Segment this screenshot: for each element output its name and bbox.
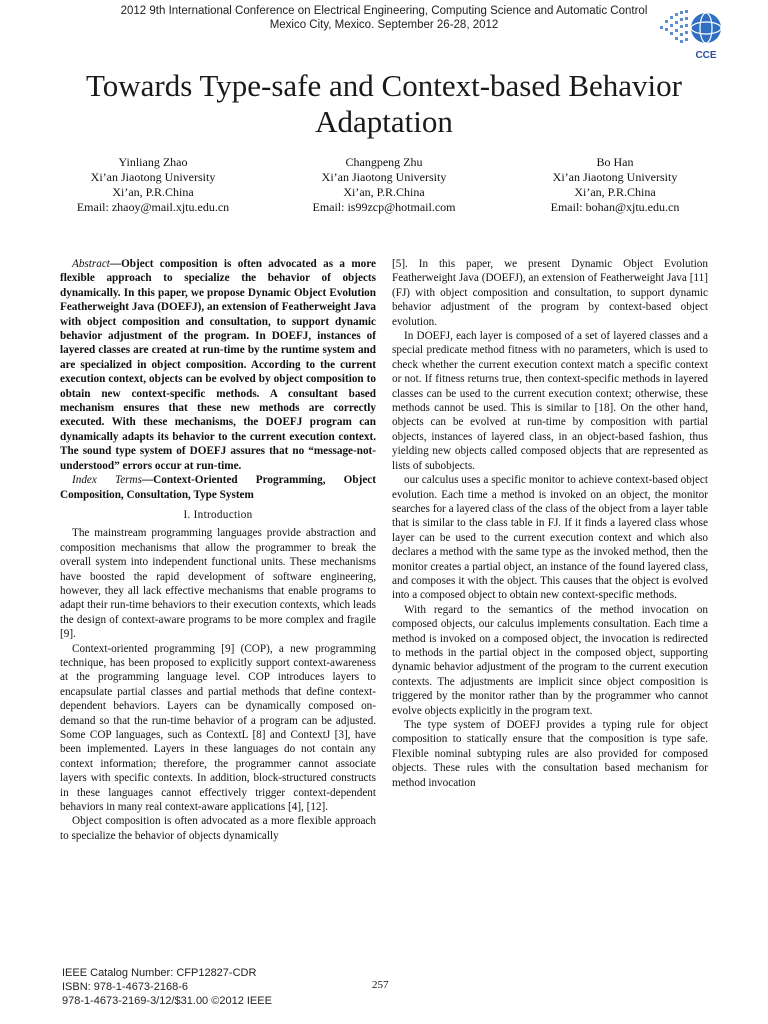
author-3: [502, 155, 728, 215]
conference-line-1: 2012 9th International Conference on Electrical Engineering, Computing Science and Automatic Control: [120, 5, 648, 17]
author-block: [40, 155, 728, 215]
author-email: Email: bohan@xjtu.edu.cn: [550, 200, 680, 214]
left-column: [60, 257, 376, 843]
footer-copyright: 978-1-4673-2169-3/12/$31.00 ©2012 IEEE: [62, 995, 272, 1007]
right-paragraph-5: The type system of DOEFJ provides a typing rule for object composition to statically ensure that the composition is type safe. Flexible nominal subtyping rules are also provided for composed objects. These rules with the consultation based mechanism for method invocation: [392, 719, 708, 789]
abstract-text: —Object composition is often advocated as a more flexible approach to specialize the behavior of objects dynamically. In this paper, we propose Dynamic Object Evolution Featherweight Java (DOEFJ), an extension of Featherweight Java with object composition and consultation, to support dynamic behavior adjustment of the program. In DOEFJ, instances of layered classes are created at run-time by the runtime system and are specialized in object composition. According to the current execution context, objects can be evolved by object composition to obtain new context-specific methods. A consultant based mechanism ensures that these new methods are correctly executed. With these mechanisms, the DOEFJ program can dynamically adapts its behavior to the current execution context. The sound type system of DOEFJ assures that no “message-not-understood” errors occur at run-time.: [60, 258, 376, 472]
author-location: Xi’an, P.R.China: [574, 185, 656, 199]
author-name: Changpeng Zhu: [345, 155, 423, 169]
page-number: 257: [372, 979, 389, 991]
author-location: Xi’an, P.R.China: [343, 185, 425, 199]
author-name: Bo Han: [596, 155, 634, 169]
right-paragraph-2: In DOEFJ, each layer is composed of a set of layered classes and a special predicate method fitness with no parameters, which is used to check whether the current execution context match a specific context or not. If fitness returns true, then context-specific methods in layered classes can be used to the current execution context; otherwise, these methods cannot be used. This is similar to [18]. On the other hand, objects can be evolved at run-time by composition with partial objects, instances of layered class, in an object-based fashion, thus yielding new objects called composed objects that are represented as lists of subobjects.: [392, 330, 708, 472]
author-affiliation: Xi’an Jiaotong University: [321, 170, 447, 184]
right-paragraph-4: With regard to the semantics of the method invocation on composed objects, our calculus implements consultation. Each time a method is invoked on a composed object, the invocation is redirected to methods in the partial object in the composed object, supporting dynamic behavior adjustment of the program to the current execution contexts. The adjustments are implicit since object composition is triggered by the monitor rather than by the programmer who cannot evolve objects explicitly in the program text.: [392, 603, 708, 717]
index-terms-text: —Context-Oriented Programming, Object Composition, Consultation, Type System: [60, 474, 376, 501]
title-line-2: Adaptation: [315, 104, 453, 139]
author-name: Yinliang Zhao: [118, 155, 188, 169]
footer-publication-info: [62, 966, 272, 1008]
index-terms-label: Index Terms: [72, 474, 142, 487]
footer-isbn: ISBN: 978-1-4673-2168-6: [62, 981, 188, 993]
author-email: Email: zhaoy@mail.xjtu.edu.cn: [76, 200, 230, 214]
abstract: [60, 257, 376, 473]
footer-catalog: IEEE Catalog Number: CFP12827-CDR: [62, 967, 257, 979]
right-column: [392, 257, 708, 790]
title-line-1: Towards Type-safe and Context-based Behavior: [86, 68, 682, 103]
intro-paragraph-1: The mainstream programming languages provide abstraction and composition mechanisms that allow the programmer to break the overall system into independent functional units. These mechanisms have boosted the rapid development of software engineering, however, they all lack effective mechanisms that enable programs to adapt their run-time behaviors to their execution contexts, which leads the design of context-aware programs to be more complex and fragile [9].: [60, 527, 376, 641]
author-2: [271, 155, 497, 215]
intro-paragraph-2: Context-oriented programming [9] (COP), a new programming technique, has been proposed to explicitly support context-awareness at the programming language level. COP introduces layers to encapsulate partial classes and partial methods that define context-dependent behaviors. Layers can be dynamically composed on-demand so that the run-time behavior of a program can be adjusted. Some COP languages, such as ContextL [8] and ContextJ [3], have been implemented. Layers in these languages do not contain any context information; therefore, the programmer cannot associate layers with specific contexts. In addition, block-structured constructs in these languages cannot effectively trigger context-dependent behaviors in many real context-aware applications [4], [12].: [60, 642, 376, 814]
svg-text:CCE: CCE: [695, 50, 717, 61]
author-email: Email: is99zcp@hotmail.com: [312, 200, 456, 214]
author-affiliation: Xi’an Jiaotong University: [90, 170, 216, 184]
right-paragraph-3: our calculus uses a specific monitor to achieve context-based object evolution. Each time a method is invoked on an object, the monitor searches for a layered class of the class of the object from a layer table that is similar to the class table in FJ. If it finds a layered class whose layer can be used to the current execution context and which also declares a method with the same type as the invoked method, then the monitor creates a partial object, an instance of the found layered class, and composes it with the object. This causes that the object is evolved into a composed object to obtain new context-specific methods.: [392, 474, 708, 602]
section-heading-introduction: I. Introduction: [183, 508, 253, 521]
index-terms: [60, 473, 376, 502]
author-affiliation: Xi’an Jiaotong University: [552, 170, 678, 184]
author-1: [40, 155, 266, 215]
intro-paragraph-3: Object composition is often advocated as a more flexible approach to specialize the behavior of objects dynamically: [60, 815, 376, 842]
paper-title: [40, 68, 728, 140]
conference-line-2: Mexico City, Mexico. September 26-28, 2012: [269, 19, 499, 31]
right-paragraph-1: [5]. In this paper, we present Dynamic Object Evolution Featherweight Java (DOEFJ), an extension of Featherweight Java [11] (FJ) with object composition and consultation, to support dynamic behavior adjustment of the program by context-based object evolution.: [392, 258, 708, 328]
author-location: Xi’an, P.R.China: [112, 185, 194, 199]
abstract-label: Abstract: [72, 258, 110, 270]
cce-logo-icon: [652, 6, 732, 62]
